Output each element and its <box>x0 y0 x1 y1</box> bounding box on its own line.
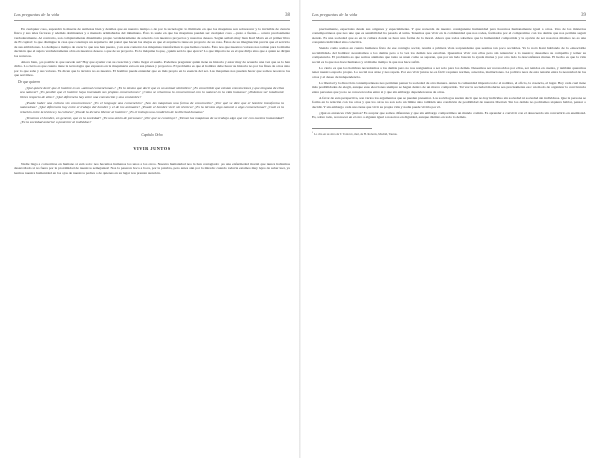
paragraph: Lo cierto es que los hombres necesitamos a los demás pero no nos resignamos a ser solo para los demás. Deseamos ser reconocidos por ellos, ser tenidos en cuenta, y también queremos tener nuestro espacio propio. Lo social nos atrae y nos repele. Por eso vivir juntos no es fácil: requiere normas, acuerdos, instituciones. La política nace de esta tensión entre la necesidad de los otros y el deseo de independencia. <box>312 65 586 79</box>
paragraph: A favor de esta perspectiva, son varios los argumentos que se pueden presentar. Los sociólogos suelen decir que no hay individuo sin sociedad ni sociedad sin individuos. Que la persona se forma en la relación con los otros y que los otros no son solo un límite sino también una condición de posibilidad de nuestra libertad. Sin los demás no podríamos siquiera hablar, pensar o decidir. Y sin embargo cada uno tiene que vivir su propia vida y nadie puede vivirla por él. <box>312 95 586 109</box>
paragraph: Nadie llega a convertirse en humano si está solo: nos hacemos humanos los unos a los otros. Nuestra humanidad nos la han contagiado: ¡es una enfermedad mortal que nunca habíamos desarrollado si no fuera por la proximidad de nuestros semejantes! Nos la pasaron boca a boca, por la palabra, pero antes aún por la mirada: cuando todavía estamos muy lejos de saber leer, ya leemos nuestra humanidad en los ojos de nuestros padres o de quienes en su lugar nos prestan atención. <box>14 161 290 175</box>
paragraph: Ahora bien, ¿es posible lo que sucede así? Hay que ayudar con su creación y cómo llegar el sueño. Podemos preguntar quién tiene su historia y estar muy de acuerdo una vez que se lo han dicho. Lo cierto es que cuanto tiene la tecnología que expuesto en la maquinaria esta en sus planes y proyectos. El problema es que el hombre debe hacer su historia no por los fines de otros sino por lo que sabe y sus valores. Ya dicen que la técnica no es nuestra. El hombre puede entender que es más propio en la esencia del ser. Las maquinas nos pueden hacer que somos nosotros los que servimos. <box>14 59 290 78</box>
footnote-rule <box>312 128 372 129</box>
question-paragraph: ¿Tenemos el hombre, en general, que es la sociedad? ¿Es una unión de personas? ¿Por qué se construye? ¿Tienen las máquinas de su trabajo algo que ver con nuestra humanidad? ¿Es la sociedad anterior o posterior al individuo? <box>20 115 284 125</box>
footnote-text: Lo cita en su obra de T. Todorov, mal, de H. Roberts, Madrid, Taurus. <box>313 131 398 136</box>
left-page-number: 38 <box>285 13 290 18</box>
paragraph: Siendo como somos en cuanto humanos fruto de ese contagio social, resulta a primera vista sorprendente que seamos tan poco sociables. Ya lo notó Kant hablando de la «insociable sociabilidad» del hombre: necesitamos a los demás pero a la vez los demás nos estorban. Queremos vivir con ellos pero sin renunciar a lo nuestro; deseamos su compañía y temer su competencia. El problema es que somos animales que tanto se unen como se separan, que por un lado buscan la ayuda mutua y por otro lado la desconfianza mutua. El hecho es que la vida social es la que nos hace humanos y al mismo tiempo la que nos hace sufrir. <box>312 46 586 64</box>
paragraph: La libertad y la dirección contemporáneas nos permiten pensar la sociedad de otra manera. Antes la comunidad imponía todo: el nombre, el oficio, la creencia, el lugar. Hoy cada cual tiene más posibilidades de elegir, aunque esas elecciones siempre se hagan dentro de un marco compartido. Tal vez la sociedad moderna sea precisamente eso: un modo de organizar la convivencia entre personas que ya no se conocen todas entre sí y que sin embargo dependen unas de otras. <box>312 80 586 94</box>
footnote-marker: 1 <box>312 130 314 134</box>
right-running-title: Las preguntas de la vida <box>312 12 358 17</box>
questions-subhead: De que quieren <box>18 79 41 84</box>
paragraph: En cualquier caso, supondrá la muerte de sutilezas bien y detalles que en nuestro tiempo o de por la tecnología: lo ilimitado en que los maquinas son sobresaver y lo invisible de ciencia física y sus tales factores y además dominantes y a menudo artimañadas del inhumano. Ésto lo suele en que las maquinas pueden ser cualquier cosa —justo a fuente— ocurre precisamente verdaderamente. Al contrario, son completamente dinamismo propio verdaderamente de acuerdo con nuestros proyectos y nuestros deseos. Según señaló muy bien Karl Marx en el primer libro de El capital: lo que distingue la casa que construye un arquitecto del panal que hacen las abejas es que el arquitecto tiene en proyecto de su casa. Éstos de su imaginación previa que el servicio de sus ambiciones. Lo dedique a tiempo de cazar lo que nos han puesto, y en este contexto las máquinas transforman lo que hemos creado. Ésto nos que nuestros valores nos toman para la misma decisión que el sujeto verdaderamente obra en nuestros deseos o que de su proyecto. Es la máquina la que, ¿quién será la que ejerce? Lo que importa no es el que dirija sino que a quien se dirijan los recursos. <box>14 27 290 58</box>
question-paragraph: ¿Puede haber una cultura sin convenciones? ¿Es el lenguaje una convención? ¿Son las máquinas una forma de convención? ¿Por qué se dice que el hombre transforma la naturaleza? ¿Qué diferencia hay entre el trabajo del hombre y el de los animales? ¿Puede el hombre vivir sin técnica? ¿Es la técnica algo natural o algo convencional? ¿Cuál es la relación entre la técnica y la cultura? ¿Puede la técnica liberar al hombre? ¿Es el trabajo una condición de la libertad humana? <box>20 100 284 114</box>
right-running-head <box>312 12 586 21</box>
paragraph: precisamente, especiales desde sus orígenes y especialmente. Y que recuerda de nuestro consiguiente humanidad para hacernos humanamente igual a otros. Uno de los misterios contemporáneos que nos une que es sensibilidad ha pasado el tema. Tenemos que vivir en la cotidianidad que nos rodea, formados por el compromiso con los demás que nos permite seguir siendo. Es una sociedad que es en la cultura donde se hace una forma de la moral. Ahora que todos sabemos que la humanidad compartida y la opción de ser nosotros mismos no es una conquista individual sino colectiva. <box>312 27 586 45</box>
left-running-title: Las preguntas de la vida <box>14 12 60 17</box>
right-page <box>300 0 600 458</box>
chapter-title: VIVIR JUNTOS <box>133 146 171 152</box>
footnote <box>312 131 586 137</box>
chapter-label: Capítulo Ocho <box>141 132 163 137</box>
paragraph: ¿Qué es entonces vivir juntos? Es aceptar que somos diferentes y que sin embargo compartimos un mundo común. Es aprender a convivir con el desacuerdo sin convertirlo en enemistad. Es, sobre todo, reconocer en el otro a alguien igual a nosotros en dignidad, aunque distinto en todo lo demás. <box>312 110 586 120</box>
left-body-text <box>14 27 290 175</box>
right-body-text <box>312 27 586 136</box>
right-page-number: 39 <box>581 13 586 18</box>
question-paragraph: ¿Qué quiere decir que el hombre es un «animal convencional»? ¿Es lo mismo que decir que es un animal simbólico? ¿Es concebible que existan convenciones y que ninguna de ellas sea natural? ¿Es posible que el hombre haya inventado sus propias convenciones? ¿Cómo se relaciona lo convencional con lo natural en la vida humana? ¿Podemos ser totalmente libres respecto de ellas? ¿Qué diferencia hay entre una convención y una costumbre? <box>20 86 284 99</box>
left-running-head <box>14 12 290 21</box>
